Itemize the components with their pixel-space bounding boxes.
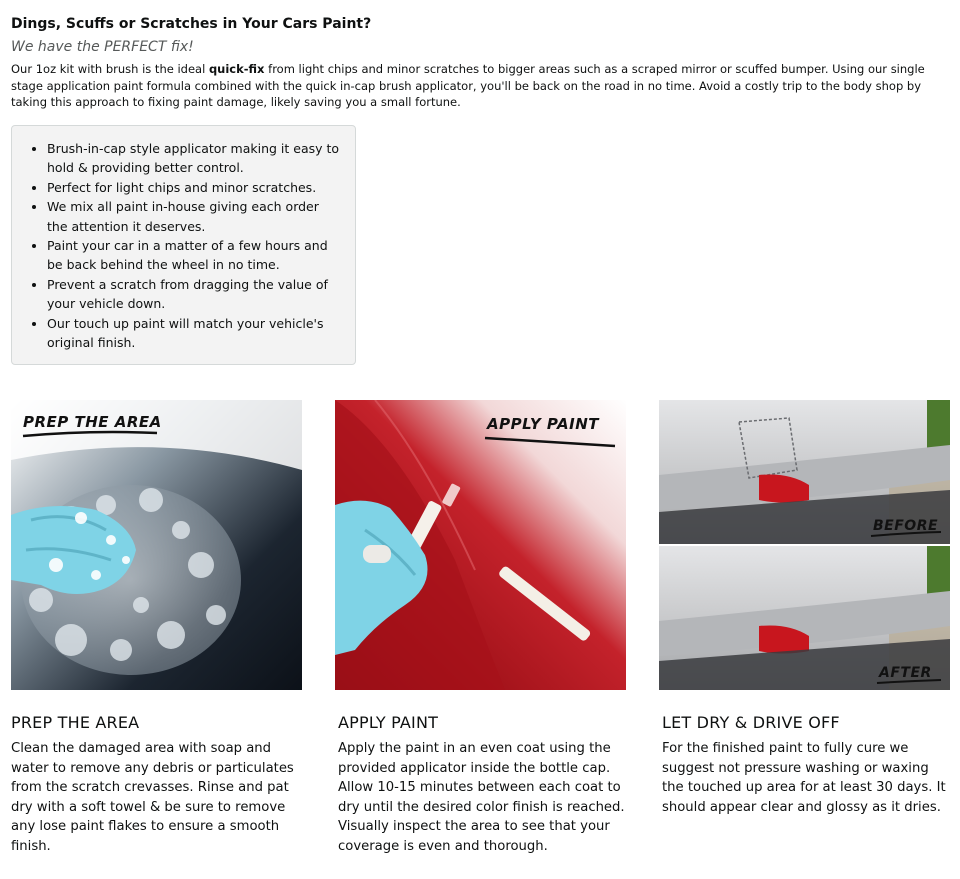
feature-item: • We mix all paint in-house giving each order the attention it deserves. xyxy=(47,197,341,236)
intro-text-2: from light chips and minor scratches to bigger areas such as a scraped mirror or scuffed bumper. Using our single stage application paint formula combined with the quick in-cap brush applicator, you'll be back on the road in no time. Avoid a costly trip to the body shop by taking this approach to fixing paint damage, likely saving you a small fortune. xyxy=(11,62,925,109)
section-subtitle: We have the PERFECT fix! xyxy=(11,39,194,55)
after-label: AFTER xyxy=(879,665,932,681)
intro-text-1: Our 1oz kit with brush is the ideal xyxy=(11,62,209,76)
step-body-dry: For the finished paint to fully cure we suggest not pressure washing or waxing the touched up area for at least 30 days. It should appear clear and glossy as it dries. xyxy=(662,741,946,815)
step-heading-prep: PREP THE AREA xyxy=(11,713,140,732)
feature-item: • Brush-in-cap style applicator making it easy to hold & providing better control. xyxy=(47,139,341,178)
step-heading-dry: LET DRY & DRIVE OFF xyxy=(662,713,840,732)
intro-paragraph xyxy=(11,61,956,111)
feature-item: • Perfect for light chips and minor scratches. xyxy=(47,178,341,197)
section-title: Dings, Scuffs or Scratches in Your Cars Paint? xyxy=(11,16,372,32)
feature-item: • Prevent a scratch from dragging the value of your vehicle down. xyxy=(47,275,341,314)
step-heading-apply: APPLY PAINT xyxy=(338,713,439,732)
intro-bold-text: quick-fix xyxy=(208,62,265,76)
apply-paint-image xyxy=(335,400,626,690)
feature-item: • Paint your car in a matter of a few hours and be back behind the wheel in no time. xyxy=(47,236,341,275)
step-body-apply: Apply the paint in an even coat using the provided applicator inside the bottle cap. Allow 10-15 minutes between each coat to dry until the desired color finish is reached. Visually inspect the area to see that your coverage is even and thorough. xyxy=(338,741,625,854)
before-label: BEFORE xyxy=(873,518,939,534)
feature-item: • Our touch up paint will match your vehicle's original finish. xyxy=(47,314,341,353)
feature-list xyxy=(26,139,341,352)
prep-area-image xyxy=(11,400,302,690)
step-body-prep: Clean the damaged area with soap and water to remove any debris or particulates from the scratch crevasses. Rinse and pat dry with a soft towel & be sure to remove any lose paint flakes to ensure a smooth finish. xyxy=(11,741,294,854)
before-after-image xyxy=(659,400,950,690)
feature-list-box xyxy=(11,125,356,365)
prep-area-image-label: PREP THE AREA xyxy=(23,413,162,431)
apply-paint-image-label: APPLY PAINT xyxy=(487,415,599,433)
